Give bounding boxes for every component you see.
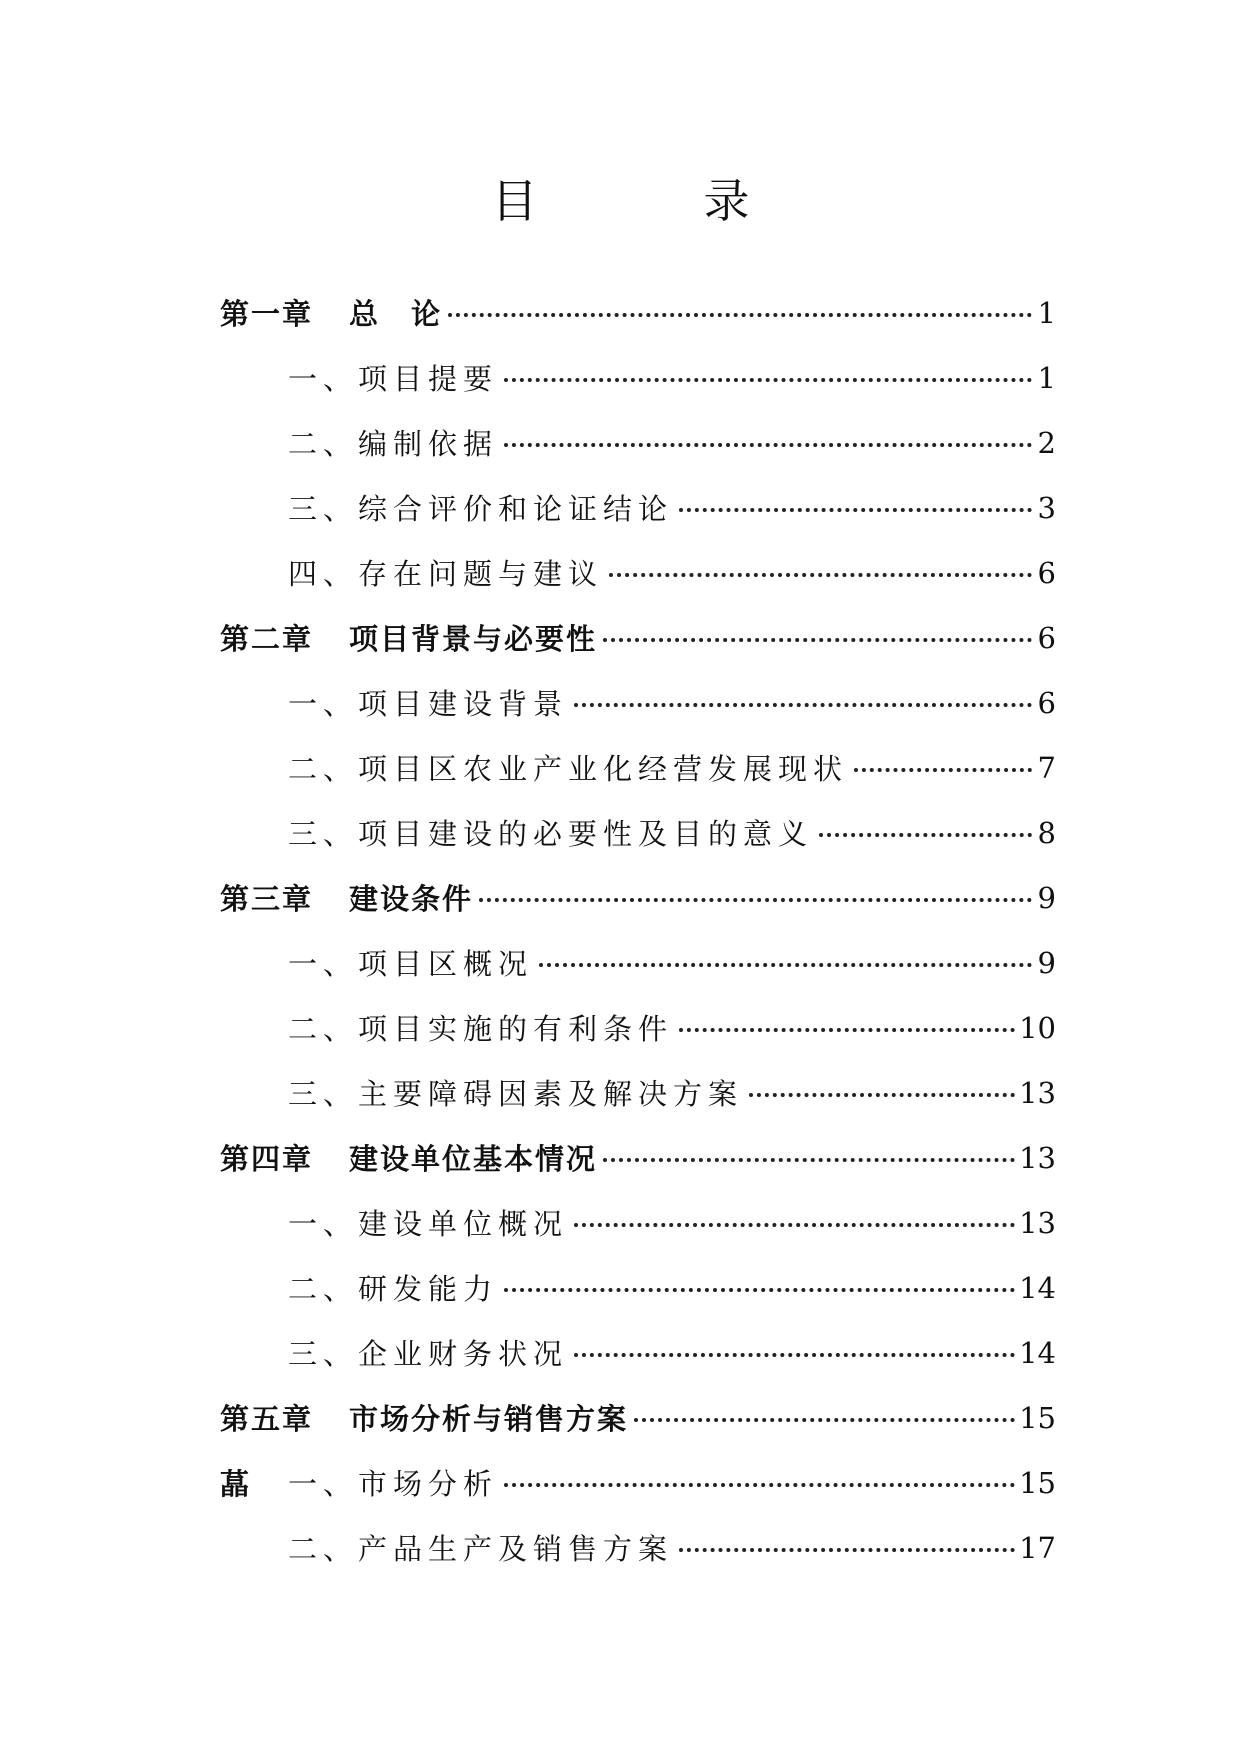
page-number: 14 <box>1019 1335 1056 1370</box>
toc-section-entry[interactable] <box>220 1060 1056 1125</box>
section-title: 三、企业财务状况 <box>288 1337 569 1371</box>
toc-section-entry[interactable] <box>220 1320 1056 1385</box>
toc-section-entry[interactable] <box>220 735 1056 800</box>
section-title: 二、项目实施的有利条件 <box>288 1012 674 1046</box>
chapter-number: 第四章 <box>220 1142 314 1176</box>
dot-leader <box>504 1287 1015 1292</box>
toc-section-entry[interactable] <box>220 800 1056 865</box>
page-title: 目 录 <box>491 173 810 228</box>
toc-section-entry[interactable] <box>220 1255 1056 1320</box>
toc-entry-text <box>220 1202 568 1243</box>
page-number: 1 <box>1037 295 1056 330</box>
toc-entry-text <box>220 747 848 788</box>
page-number: 13 <box>1019 1075 1056 1110</box>
table-of-contents <box>220 280 1056 1580</box>
toc-section-entry[interactable] <box>220 1450 1056 1515</box>
toc-entry-text <box>220 942 533 983</box>
dot-leader <box>819 832 1032 837</box>
entry-marker: 蕌 <box>220 1467 250 1501</box>
toc-section-entry[interactable] <box>220 930 1056 995</box>
chapter-number: 第三章 <box>220 882 314 916</box>
toc-section-entry[interactable] <box>220 1515 1056 1580</box>
toc-entry-text <box>220 487 673 528</box>
page-number: 9 <box>1037 945 1056 980</box>
chapter-number: 第五章 <box>220 1402 314 1436</box>
dot-leader <box>574 1352 1015 1357</box>
section-title: 一、项目区概况 <box>288 947 534 981</box>
toc-chapter-entry[interactable] <box>220 280 1056 345</box>
dot-leader <box>679 1547 1015 1552</box>
page-number: 1 <box>1037 360 1056 395</box>
toc-entry-text <box>220 1462 498 1503</box>
section-title: 三、主要障碍因素及解决方案 <box>288 1077 744 1111</box>
toc-section-entry[interactable] <box>220 995 1056 1060</box>
dot-leader <box>679 1027 1015 1032</box>
toc-section-entry[interactable] <box>220 540 1056 605</box>
toc-entry-text <box>220 812 813 853</box>
dot-leader <box>504 377 1032 382</box>
page-number: 6 <box>1037 685 1056 720</box>
toc-chapter-entry[interactable] <box>220 605 1056 670</box>
dot-leader <box>609 572 1032 577</box>
toc-entry-text <box>220 422 498 463</box>
toc-entry-text <box>220 617 597 658</box>
toc-entry-text <box>220 1332 568 1373</box>
dot-leader <box>504 1482 1015 1487</box>
toc-entry-text <box>220 357 498 398</box>
toc-entry-text <box>220 552 603 593</box>
toc-entry-text <box>220 1072 743 1113</box>
section-title: 二、项目区农业产业化经营发展现状 <box>288 752 849 786</box>
toc-entry-text <box>220 1007 673 1048</box>
page-number: 3 <box>1037 490 1056 525</box>
dot-leader <box>448 312 1032 317</box>
page-number: 7 <box>1037 750 1056 785</box>
chapter-title: 建设单位基本情况 <box>349 1142 598 1176</box>
toc-entry-text <box>220 292 442 333</box>
section-title: 二、编制依据 <box>288 427 499 461</box>
dot-leader <box>603 637 1032 642</box>
toc-chapter-entry[interactable] <box>220 865 1056 930</box>
chapter-title: 总 论 <box>349 297 443 331</box>
section-title: 二、产品生产及销售方案 <box>288 1532 674 1566</box>
page-number: 14 <box>1019 1270 1056 1305</box>
dot-leader <box>539 962 1032 967</box>
toc-entry-text <box>220 1397 628 1438</box>
page-number: 13 <box>1019 1205 1056 1240</box>
section-title: 一、建设单位概况 <box>288 1207 569 1241</box>
toc-entry-text <box>220 682 568 723</box>
toc-section-entry[interactable] <box>220 475 1056 540</box>
toc-section-entry[interactable] <box>220 345 1056 410</box>
section-title: 一、市场分析 <box>288 1467 499 1501</box>
dot-leader <box>603 1157 1015 1162</box>
page-number: 9 <box>1037 880 1056 915</box>
page-number: 13 <box>1019 1140 1056 1175</box>
section-title: 二、研发能力 <box>288 1272 499 1306</box>
toc-chapter-entry[interactable] <box>220 1125 1056 1190</box>
section-title: 三、项目建设的必要性及目的意义 <box>288 817 814 851</box>
page-number: 15 <box>1019 1465 1056 1500</box>
dot-leader <box>574 702 1032 707</box>
toc-section-entry[interactable] <box>220 410 1056 475</box>
page-number: 10 <box>1019 1010 1056 1045</box>
chapter-title: 项目背景与必要性 <box>349 622 598 656</box>
chapter-title: 市场分析与销售方案 <box>349 1402 629 1436</box>
toc-entry-text <box>220 1527 673 1568</box>
toc-entry-text <box>220 1267 498 1308</box>
page-number: 17 <box>1019 1530 1056 1565</box>
section-title: 三、综合评价和论证结论 <box>288 492 674 526</box>
page-number: 6 <box>1037 620 1056 655</box>
chapter-number: 第一章 <box>220 297 314 331</box>
toc-entry-text <box>220 877 473 918</box>
dot-leader <box>504 442 1032 447</box>
dot-leader <box>574 1222 1015 1227</box>
toc-entry-text <box>220 1137 597 1178</box>
page-number: 2 <box>1037 425 1056 460</box>
section-title: 一、项目建设背景 <box>288 687 569 721</box>
dot-leader <box>679 507 1032 512</box>
dot-leader <box>749 1092 1015 1097</box>
section-title: 四、存在问题与建议 <box>288 557 604 591</box>
page-number: 8 <box>1037 815 1056 850</box>
page-number: 15 <box>1019 1400 1056 1435</box>
page-number: 6 <box>1037 555 1056 590</box>
dot-leader <box>634 1417 1015 1422</box>
toc-chapter-entry[interactable] <box>220 1385 1056 1450</box>
toc-section-entry[interactable] <box>220 670 1056 735</box>
dot-leader <box>854 767 1032 772</box>
chapter-title: 建设条件 <box>349 882 474 916</box>
chapter-number: 第二章 <box>220 622 314 656</box>
toc-section-entry[interactable] <box>220 1190 1056 1255</box>
section-title: 一、项目提要 <box>288 362 499 396</box>
dot-leader <box>479 897 1032 902</box>
